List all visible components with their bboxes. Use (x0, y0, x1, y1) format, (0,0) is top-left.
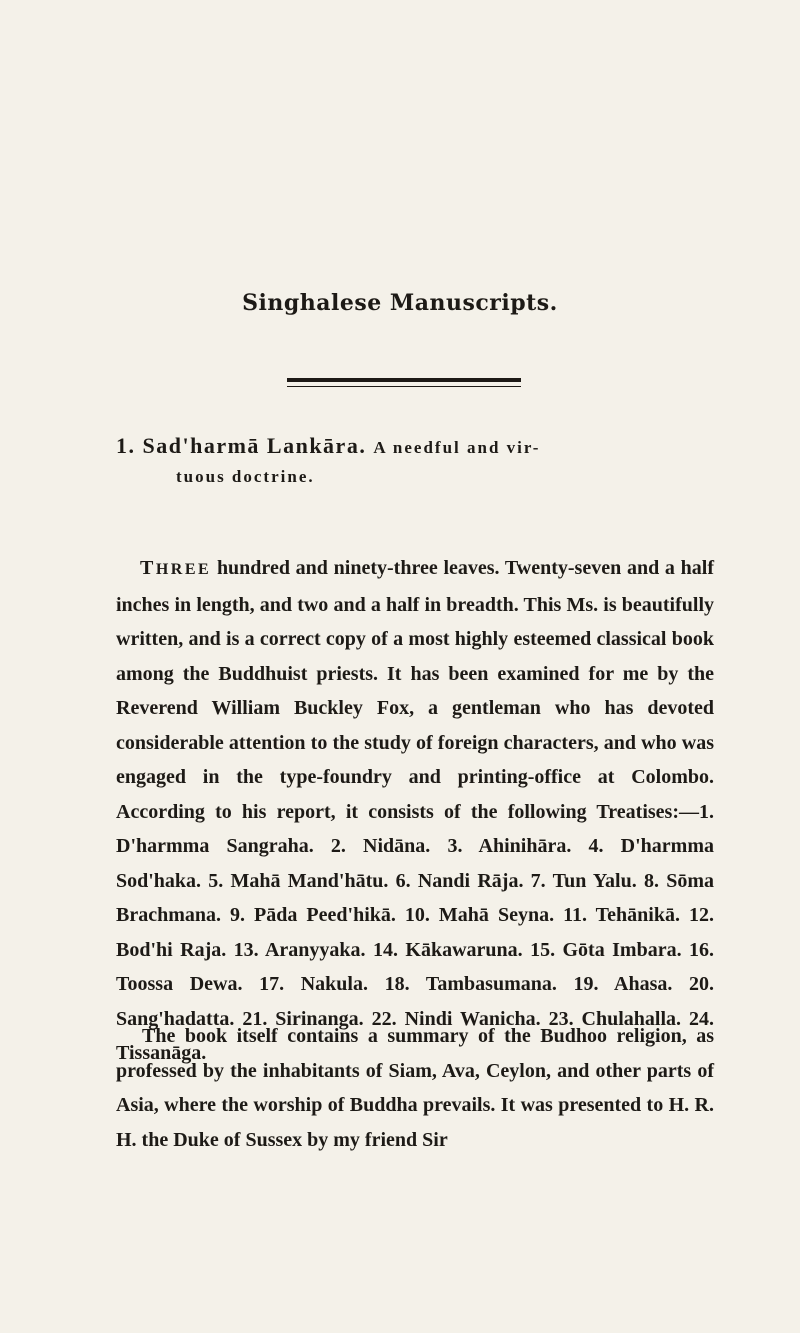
running-head: Singhalese Manuscripts. (242, 290, 558, 316)
lead-rest: HREE (155, 561, 212, 578)
entry-title-subtitle-continued: tuous doctrine. (176, 467, 315, 486)
paragraph-description-text: hundred and ninety-three leaves. Twenty-seven and a half inches in length, and two and a half in breadth. This Ms. is beautifully written, and is a correct copy of a most highly esteemed classical book among the Buddhuist priests. It has been examined for me by the Reverend William Buckley Fox, a gentleman who has devoted considerable attention to the study of foreign characters, and who was engaged in the type-foundry and printing-office at Colombo. According to his report, it consists of the following Treatises:—1. D'harmma Sangraha. 2. Nidāna. 3. Ahinihāra. 4. D'harmma Sod'haka. 5. Mahā Mand'hātu. 6. Nandi Rāja. 7. Tun Yalu. 8. Sōma Brachmana. 9. Pāda Peed'hikā. 10. Mahā Seyna. 11. Tehānikā. 12. Bod'hi Raja. 13. Aranyyaka. 14. Kākawaruna. 15. Gōta Imbara. 16. Toossa Dewa. 17. Nakula. 18. Tambasumana. 19. Ahasa. 20. Sang'hadatta. 21. Sirinanga. 22. Nindi Wanicha. 23. Chulahalla. 24. Tissanāga. (116, 557, 715, 1064)
double-rule-thin (287, 386, 521, 387)
paragraph-summary: The book itself contains a summary of the Budhoo religion, as professed by the inhabitants of Siam, Ava, Ceylon, and other parts of Asia, where the worship of Buddha prevails. It was presented to H. R. H. the Duke of Sussex by my friend Sir (116, 1025, 714, 1151)
entry-title-main: Sad'harmā Lankāra. (142, 433, 367, 458)
lead-word (140, 557, 211, 579)
double-rule-thick (287, 378, 521, 382)
entry-title-subtitle: A needful and vir- (373, 438, 541, 457)
entry-title (116, 433, 716, 487)
entry-number: 1. (116, 433, 136, 458)
paragraph-description (116, 551, 714, 1071)
lead-initial: T (140, 557, 156, 579)
